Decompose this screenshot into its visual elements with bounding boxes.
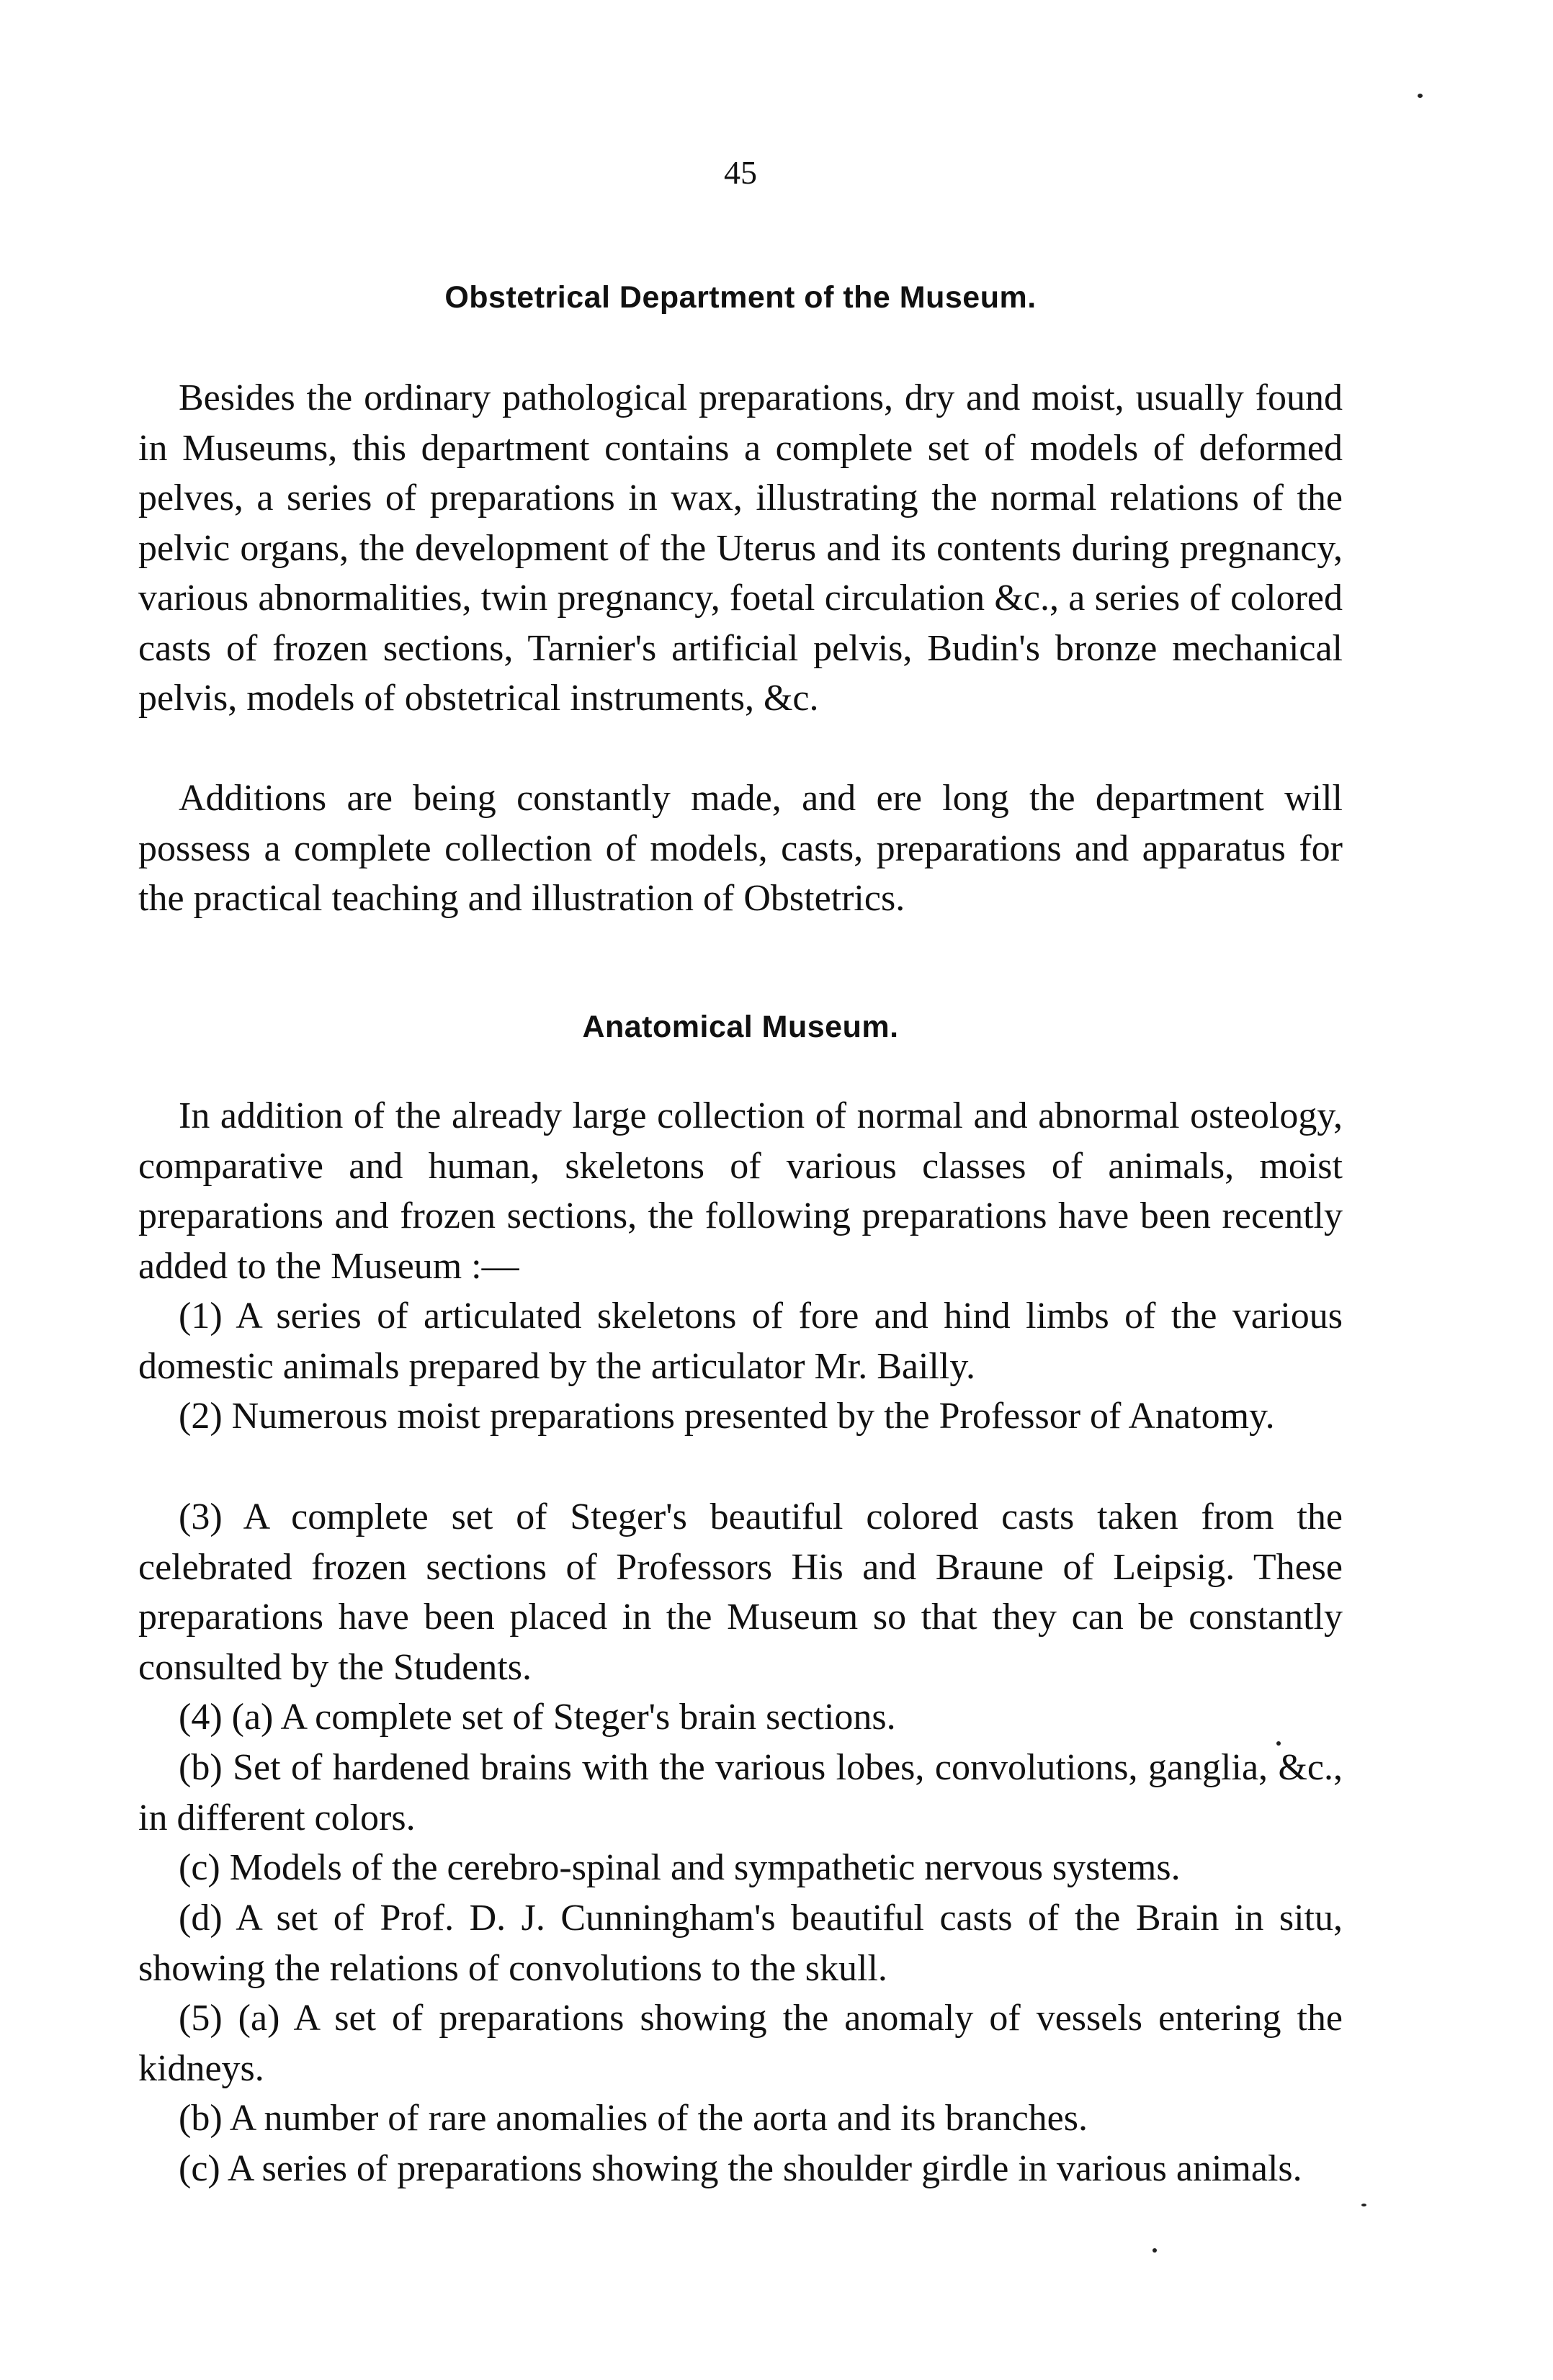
list-item: (5) (a) A set of preparations showing the anomaly of vessels entering the kidneys.	[138, 1998, 1343, 2089]
print-speck-mark	[1153, 2248, 1157, 2253]
list-item: (4) (a) A complete set of Steger's brain sections.	[179, 1697, 896, 1738]
paragraph-obstetrical-contents: Besides the ordinary pathological preparations, dry and moist, usually found in Museums, this department contains a complete set of models of deformed pelves, a series of preparations in wax, illustrating the normal relations of the pelvic organs, the development of the Uterus and its contents during pregnancy, various abnormalities, twin pregnancy, foetal circulation &c., a series of colored casts of frozen sections, Tarnier's artificial pelvis, Budin's bronze mechanical pelvis, models of obstetrical instruments, &c.	[138, 377, 1343, 719]
list-item: (2) Numerous moist preparations presented by the Professor of Anatomy.	[179, 1396, 1275, 1437]
list-item: (b) A number of rare anomalies of the aorta and its branches.	[179, 2098, 1088, 2139]
list-item: (c) A series of preparations showing the shoulder girdle in various animals.	[179, 2148, 1302, 2189]
paragraph-anatomical-intro: In addition of the already large collection of normal and abnormal osteology, comparative and human, skeletons of various classes of animals, moist preparations and frozen sections, the following preparations have been recently added to the Museum :—	[138, 1095, 1343, 1287]
book-page	[138, 0, 1343, 2380]
list-item: (3) A complete set of Steger's beautiful colored casts taken from the celebrated frozen sections of Professors His and Braune of Leipsig. These preparations have been placed in the Museum so that they can be constantly consulted by the Students.	[138, 1496, 1343, 1688]
print-speck-mark	[1276, 1741, 1281, 1746]
list-item: (d) A set of Prof. D. J. Cunningham's beautiful casts of the Brain in situ, showing the relations of convolutions to the skull.	[138, 1898, 1343, 1989]
section-heading-anatomical: Anatomical Museum.	[582, 1010, 899, 1044]
list-item: (c) Models of the cerebro-spinal and sympathetic nervous systems.	[179, 1847, 1181, 1888]
section-heading-obstetrical: Obstetrical Department of the Museum.	[444, 280, 1037, 315]
page-number: 45	[724, 154, 757, 191]
print-speck-mark	[1361, 2204, 1366, 2206]
list-item: (b) Set of hardened brains with the various lobes, convolutions, ganglia, &c., in different colors.	[138, 1747, 1343, 1838]
print-speck-mark	[1418, 94, 1423, 98]
paragraph-obstetrical-additions: Additions are being constantly made, and ere long the department will possess a complete collection of models, casts, preparations and apparatus for the practical teaching and illustration of Obstetrics.	[138, 778, 1343, 919]
list-item: (1) A series of articulated skeletons of fore and hind limbs of the various domestic animals prepared by the articulator Mr. Bailly.	[138, 1295, 1343, 1387]
